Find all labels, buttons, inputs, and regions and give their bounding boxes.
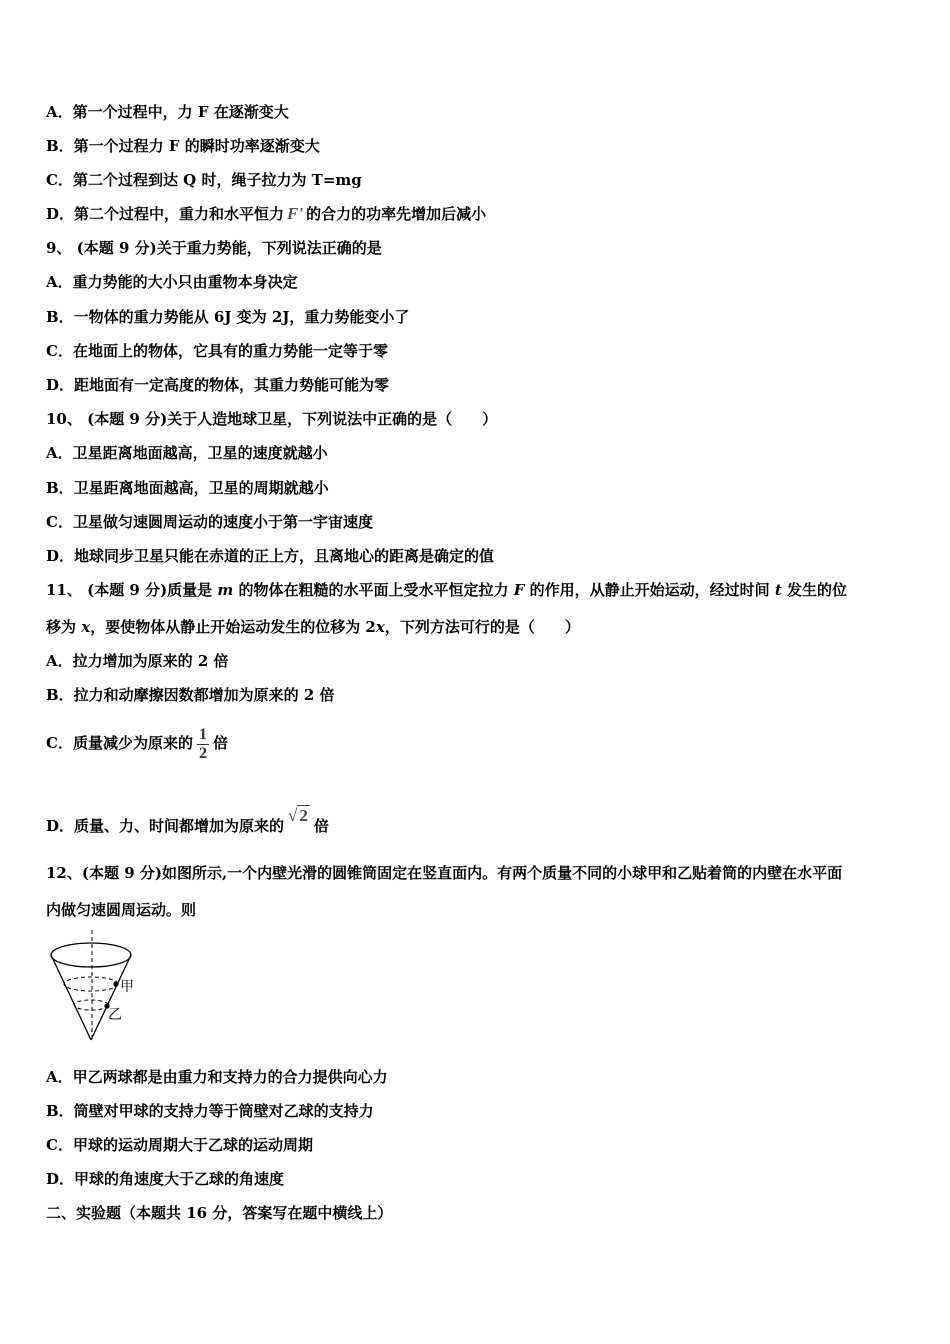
var-x: x [81, 618, 91, 636]
q11-option-b: B．拉力和动摩擦因数都增加为原来的 2 倍 [46, 686, 335, 704]
q9-option-b: B．一物体的重力势能从 6J 变为 2J，重力势能变小了 [46, 308, 410, 326]
q11-option-a: A．拉力增加为原来的 2 倍 [46, 652, 229, 670]
fraction-denominator: 2 [198, 744, 207, 762]
q9-option-d: D．距地面有一定高度的物体，其重力势能可能为零 [46, 376, 390, 394]
q12-option-d: D．甲球的角速度大于乙球的角速度 [46, 1170, 285, 1188]
fraction-numerator: 1 [198, 725, 207, 743]
q10-option-a: A．卫星距离地面越高，卫星的速度就越小 [46, 444, 328, 462]
q10-option-b: B．卫星距离地面越高，卫星的周期就越小 [46, 479, 329, 497]
q8-option-a: A．第一个过程中，力 F 在逐渐变大 [46, 103, 289, 121]
q12-option-c: C．甲球的运动周期大于乙球的运动周期 [46, 1136, 313, 1154]
q11-option-d-suffix: 倍 [313, 817, 329, 835]
q11-option-c [46, 723, 228, 763]
q9-option-c: C．在地面上的物体，它具有的重力势能一定等于零 [46, 342, 388, 360]
q11-stem-text: 发生的位 [781, 581, 848, 599]
label-jia: 甲 [120, 979, 134, 995]
cone-diagram [46, 928, 146, 1048]
q11-stem-line-2 [46, 616, 580, 638]
var-t: t [774, 581, 782, 599]
q8-option-c: C．第二个过程到达 Q 时，绳子拉力为 T=mg [46, 171, 362, 189]
q8-option-d-text: D．第二个过程中，重力和水平恒力 [46, 205, 285, 223]
orbit-jia [64, 977, 118, 991]
q11-option-c-text: C．质量减少为原来的 [46, 734, 193, 752]
q11-stem-line-1 [46, 579, 847, 601]
q12-stem-line-2: 内做匀速圆周运动。则 [46, 901, 197, 919]
q11-stem-text: 的作用，从静止开始运动，经过时间 [524, 581, 775, 599]
q9-option-a: A．重力势能的大小只由重物本身决定 [46, 273, 298, 291]
cone-rim [51, 943, 131, 967]
q11-option-d-text: D．质量、力、时间都增加为原来的 [46, 817, 285, 835]
q9-stem: 9、 (本题 9 分)关于重力势能，下列说法正确的是 [46, 239, 382, 257]
ball-jia [113, 981, 118, 986]
var-m: m [217, 581, 234, 599]
section-2-heading: 二、实验题（本题共 16 分，答案写在题中横线上） [46, 1204, 393, 1222]
q8-option-b: B．第一个过程力 F 的瞬时功率逐渐变大 [46, 137, 320, 155]
q10-stem: 10、 (本题 9 分)关于人造地球卫星，下列说法中正确的是（ ） [46, 410, 498, 428]
q11-stem-text: 的物体在粗糙的水平面上受水平恒定拉力 [233, 581, 514, 599]
q10-option-d: D．地球同步卫星只能在赤道的正上方，且离地心的距离是确定的值 [46, 547, 495, 565]
q10-option-c: C．卫星做匀速圆周运动的速度小于第一宇宙速度 [46, 513, 373, 531]
q11-stem-text: ，要使物体从静止开始运动发生的位移为 2 [90, 618, 376, 636]
q11-stem-text: 11、 (本题 9 分)质量是 [46, 581, 218, 599]
label-yi: 乙 [108, 1007, 122, 1023]
var-x: x [375, 618, 385, 636]
q11-option-d [46, 806, 329, 837]
sqrt-two [288, 805, 310, 827]
q8-option-d-text-end: 的合力的功率先增加后减小 [306, 205, 487, 223]
cone-wall-left [51, 955, 91, 1040]
q12-stem-line-1: 12、(本题 9 分)如图所示,一个内壁光滑的圆锥筒固定在竖直面内。有两个质量不同的小球甲和乙贴着筒的内壁在水平面 [46, 864, 843, 882]
q12-option-a: A．甲乙两球都是由重力和支持力的合力提供向心力 [46, 1068, 388, 1086]
q11-option-c-suffix: 倍 [212, 734, 228, 752]
sqrt-radicand: 2 [299, 806, 308, 825]
q12-option-b: B．筒壁对甲球的支持力等于筒壁对乙球的支持力 [46, 1102, 374, 1120]
fraction-one-half [197, 726, 209, 763]
q11-stem-text: ，下列方法可行的是（ ） [384, 618, 580, 636]
q8-option-d [46, 203, 486, 225]
orbit-yi [74, 1000, 108, 1010]
sqrt-sign: √ [288, 806, 298, 825]
var-f: F [513, 581, 525, 599]
cone-wall-right [91, 955, 131, 1040]
q11-stem-text: 移为 [46, 618, 82, 636]
f-prime-symbol: F' [287, 204, 304, 223]
